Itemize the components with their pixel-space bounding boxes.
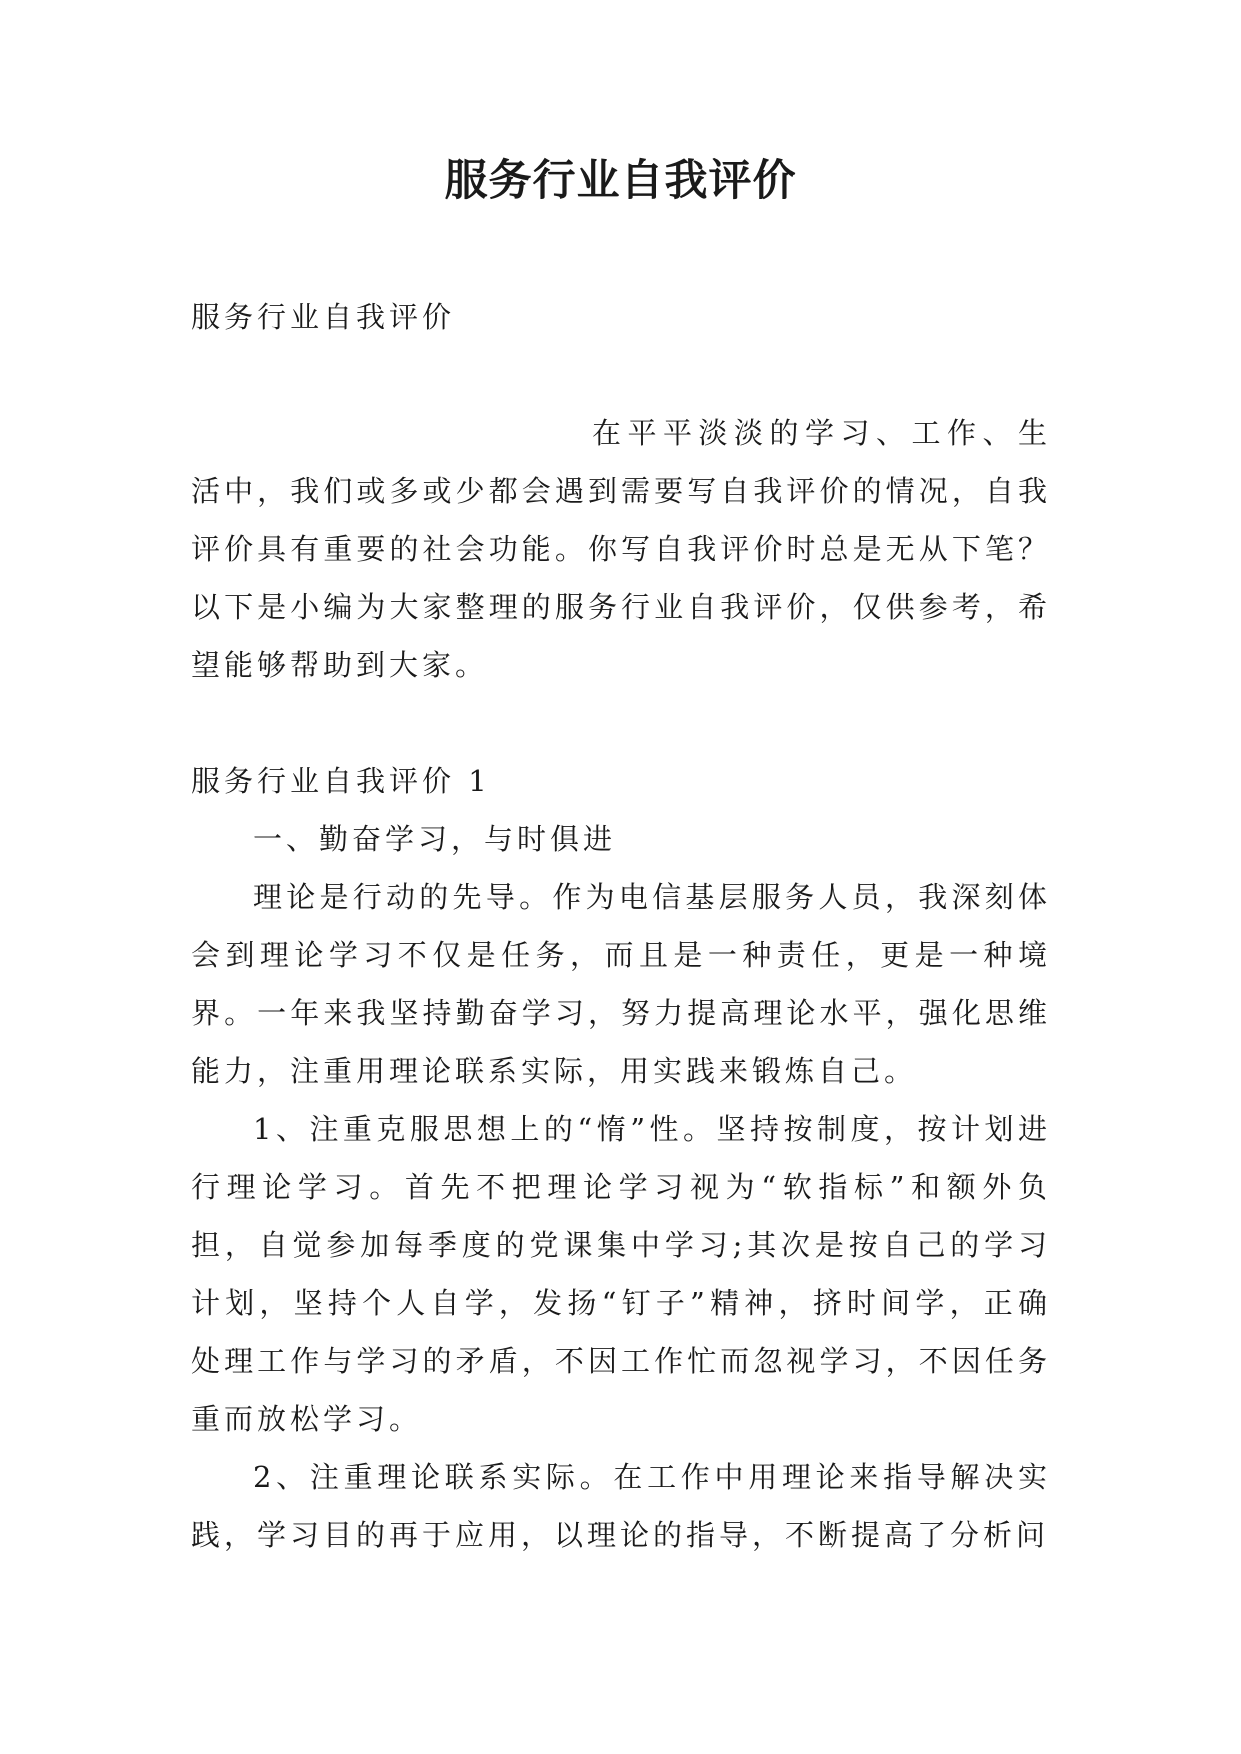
document-title: 服务行业自我评价: [444, 156, 797, 206]
document-body: [191, 288, 1051, 1564]
section-heading: 服务行业自我评价 1: [191, 764, 491, 798]
paragraph-1: 理论是行动的先导。作为电信基层服务人员，我深刻体会到理论学习不仅是任务，而且是一种责任，更是一种境界。一年来我坚持勤奋学习，努力提高理论水平，强化思维能力，注重用理论联系实际，用实践来锻炼自己。: [191, 880, 1051, 1088]
heading-1: 一、勤奋学习，与时俱进: [253, 822, 617, 856]
document-subtitle: 服务行业自我评价: [191, 300, 456, 334]
point-2: 2、注重理论联系实际。在工作中用理论来指导解决实践，学习目的再于应用，以理论的指导，不断提高了分析问: [191, 1460, 1051, 1552]
intro-paragraph: 在平平淡淡的学习、工作、生活中，我们或多或少都会遇到需要写自我评价的情况，自我评价具有重要的社会功能。你写自我评价时总是无从下笔？以下是小编为大家整理的服务行业自我评价，仅供参考，希望能够帮助到大家。: [191, 416, 1051, 682]
point-1: 1、注重克服思想上的“惰”性。坚持按制度，按计划进行理论学习。首先不把理论学习视为“软指标”和额外负担，自觉参加每季度的党课集中学习;其次是按自己的学习计划，坚持个人自学，发扬“钉子”精神，挤时间学，正确处理工作与学习的矛盾，不因工作忙而忽视学习，不因任务重而放松学习。: [191, 1112, 1051, 1436]
